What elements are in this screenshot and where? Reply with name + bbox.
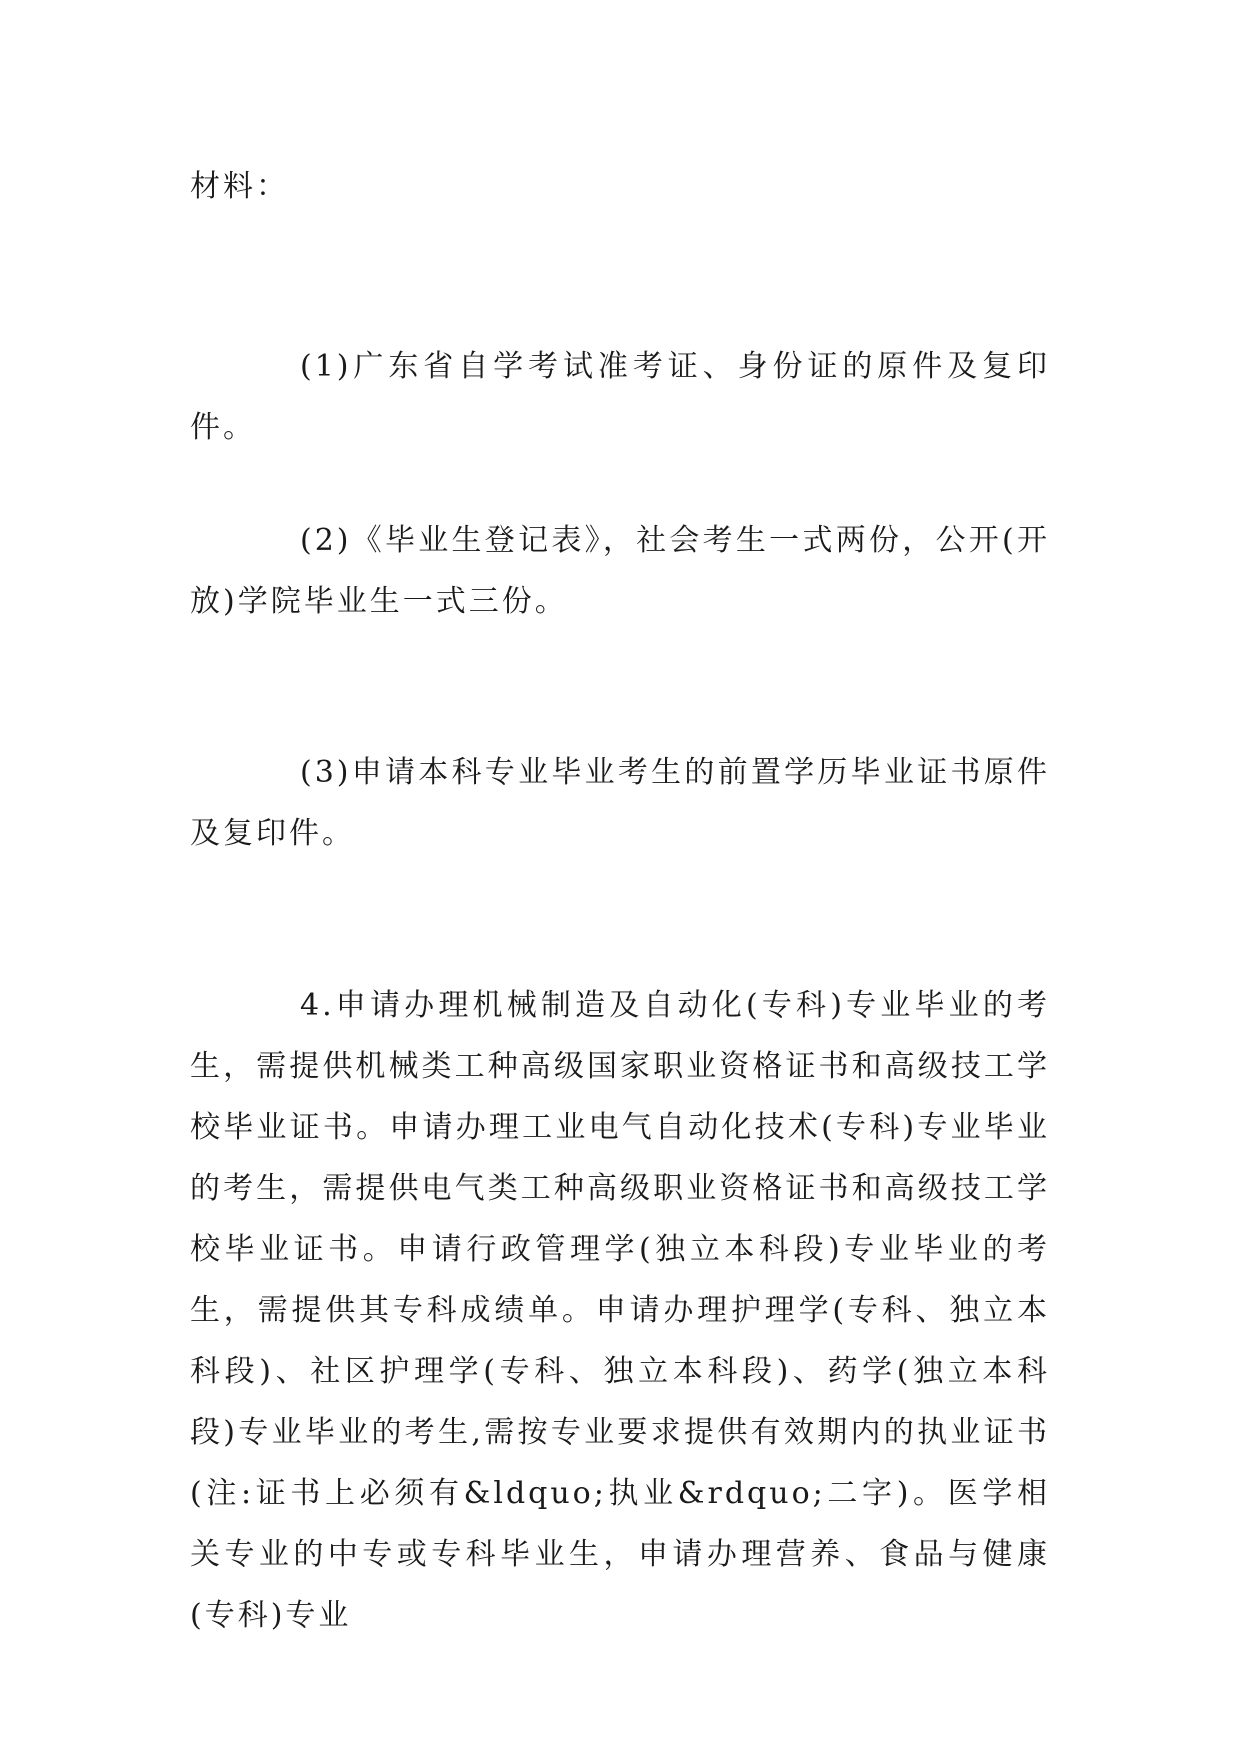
item-4-paragraph: 4.申请办理机械制造及自动化(专科)专业毕业的考生，需提供机械类工种高级国家职业资格证书和高级技工学校毕业证书。申请办理工业电气自动化技术(专科)专业毕业的考生，需提供电气类工种高级职业资格证书和高级技工学校毕业证书。申请行政管理学(独立本科段)专业毕业的考生，需提供其专科成绩单。申请办理护理学(专科、独立本科段)、社区护理学(专科、独立本科段)、药学(独立本科段)专业毕业的考生,需按专业要求提供有效期内的执业证书(注:证书上必须有&ldquo;执业&rdquo;二字)。医学相关专业的中专或专科毕业生，申请办理营养、食品与健康(专科)专业 <box>190 988 1050 1633</box>
item-2-paragraph: (2)《毕业生登记表》，社会考生一式两份，公开(开放)学院毕业生一式三份。 <box>190 523 1050 619</box>
item-3-paragraph: (3)申请本科专业毕业考生的前置学历毕业证书原件及复印件。 <box>190 755 1050 851</box>
intro-paragraph: 材料： <box>190 169 289 204</box>
item-1-paragraph: (1)广东省自学考试准考证、身份证的原件及复印件。 <box>190 349 1050 445</box>
